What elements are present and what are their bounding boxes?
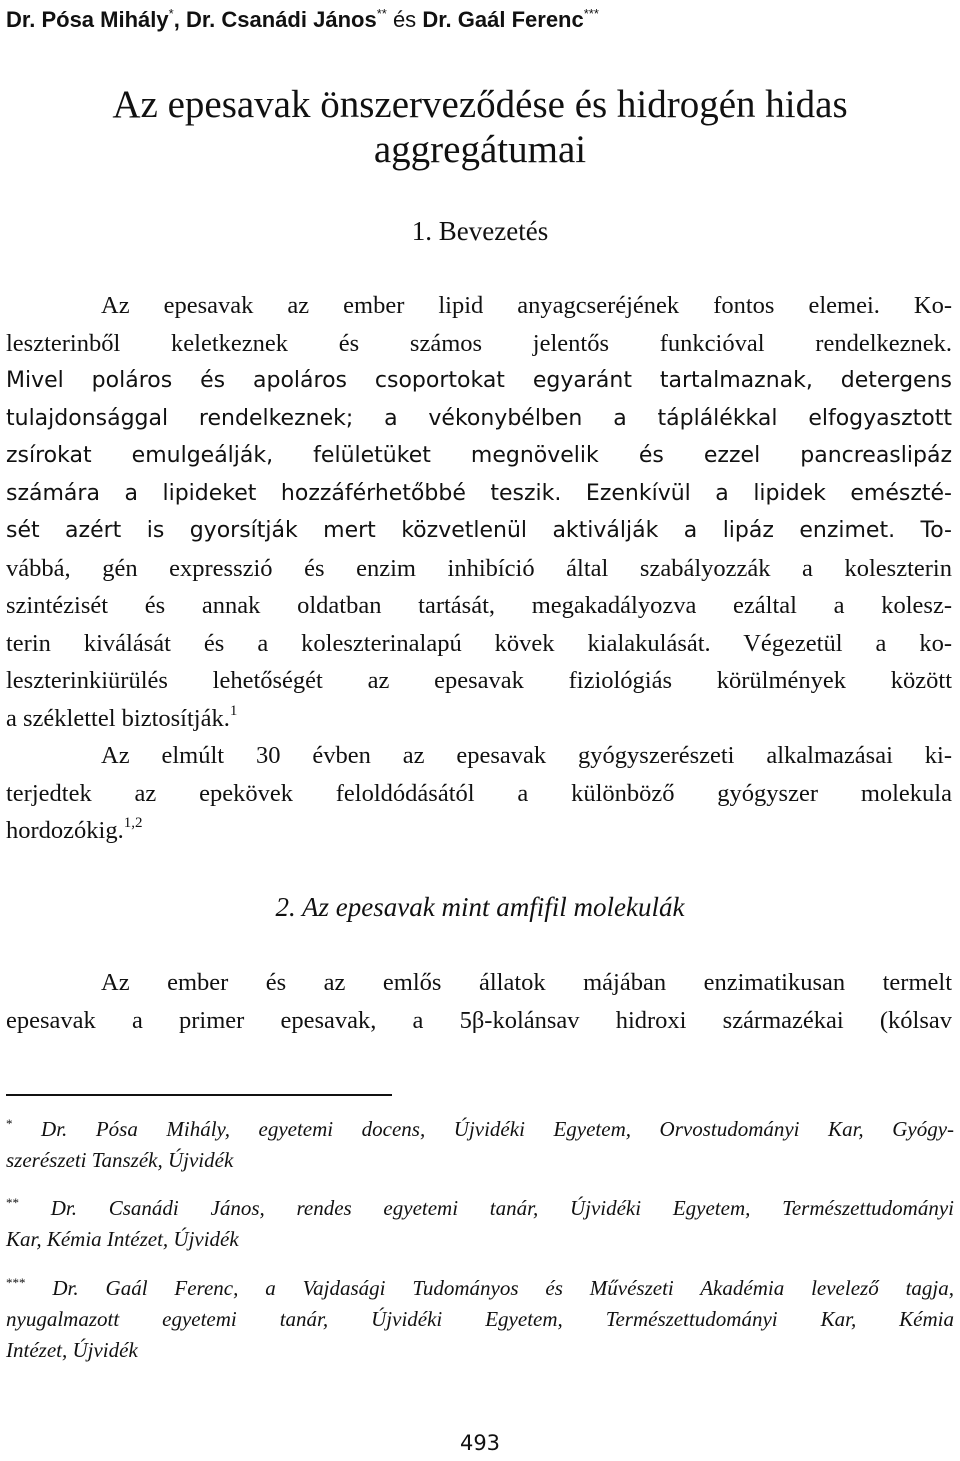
text-line: Az epesavak az ember lipid anyagcseréjének fontos elemei. Ko- xyxy=(101,292,952,319)
footnote-divider xyxy=(6,1094,392,1096)
footnote-marker: * xyxy=(6,1116,13,1131)
author-conjunction: és xyxy=(392,7,417,32)
text-line: Mivel poláros és apoláros csoportokat egyaránt tartalmaznak, detergens xyxy=(6,368,952,393)
section2-paragraph xyxy=(6,964,952,1039)
text-line: számára a lipideket hozzáférhetőbbé teszik. Ezenkívül a lipidek emészté- xyxy=(6,480,952,506)
citation-ref: 1,2 xyxy=(123,815,143,831)
footnote-marker: * xyxy=(168,6,174,21)
text-fragment: hordozókig. xyxy=(6,817,124,844)
author-name: Dr. Gaál Ferenc xyxy=(422,7,584,32)
footnote-line xyxy=(6,1273,954,1304)
footnote-marker: *** xyxy=(6,1275,26,1290)
section-heading-introduction: 1. Bevezetés xyxy=(411,216,549,246)
text-line: Az ember és az emlős állatok májában enzimatikusan termelt xyxy=(101,969,952,996)
footnote-line xyxy=(6,1193,954,1224)
text-line: szintézisét és annak oldatban tartását, megakadályozva ezáltal a kolesz- xyxy=(6,592,952,619)
footnote-line: szerészeti Tanszék, Újvidék xyxy=(6,1148,234,1172)
author-name: Dr. Csanádi János xyxy=(185,7,377,32)
text-line xyxy=(6,812,952,850)
text-line: terin kiválását és a koleszterinalapú kövek kialakulását. Végezetül a ko- xyxy=(6,629,952,657)
text-fragment: Dr. Pósa Mihály, egyetemi docens, Újvidéki Egyetem, Orvostudományi Kar, Gyógy- xyxy=(41,1117,955,1141)
title-line: Az epesavak önszerveződése és hidrogén hidas xyxy=(112,83,848,126)
footnote xyxy=(6,1193,954,1255)
text-fragment: Dr. Csanádi János, rendes egyetemi tanár, Újvidéki Egyetem, Természettudományi xyxy=(50,1196,954,1220)
footnote-line: nyugalmazott egyetemi tanár, Újvidéki Egyetem, Természettudományi Kar, Kémia xyxy=(6,1307,954,1331)
intro-paragraph xyxy=(6,287,952,737)
footnote xyxy=(6,1273,954,1366)
intro-paragraph-2 xyxy=(6,737,952,850)
page-number: 493 xyxy=(459,1431,501,1455)
footnote-marker: *** xyxy=(583,6,599,21)
text-line: vábbá, gén expresszió és enzim inhibíció által szabályozzák a koleszterin xyxy=(6,554,952,582)
footnote-line xyxy=(6,1114,954,1145)
text-line: sét azért is gyorsítják mert közvetlenül aktiválják a lipáz enzimet. To- xyxy=(6,518,952,543)
author-separator: , xyxy=(173,7,180,32)
author-line xyxy=(6,6,956,34)
text-line: zsírokat emulgeálják, felületüket megnövelik és ezzel pancreaslipáz xyxy=(6,443,952,468)
author-name: Dr. Pósa Mihály xyxy=(6,7,169,32)
text-line: leszterinkiürülés lehetőségét az epesavak fiziológiás körülmények között xyxy=(6,667,952,694)
footnote-marker: ** xyxy=(6,1195,19,1210)
text-fragment: Dr. Gaál Ferenc, a Vajdasági Tudományos és Művészeti Akadémia levelező tagja, xyxy=(52,1276,955,1300)
article-title xyxy=(0,82,960,172)
text-line: Az elmúlt 30 évben az epesavak gyógyszerészeti alkalmazásai ki- xyxy=(101,742,952,769)
text-line: tulajdonsággal rendelkeznek; a vékonybélben a táplálékkal elfogyasztott xyxy=(6,405,952,431)
text-line: terjedtek az epekövek feloldódásától a különböző gyógyszer molekula xyxy=(6,779,952,807)
footnote-line: Intézet, Újvidék xyxy=(6,1338,138,1362)
title-line: aggregátumai xyxy=(373,128,587,171)
text-fragment: a széklettel biztosítják. xyxy=(6,704,230,732)
text-line: leszterinből keletkeznek és számos jelentős funkcióval rendelkeznek. xyxy=(6,329,952,357)
footnote-line: Kar, Kémia Intézet, Újvidék xyxy=(6,1227,239,1251)
text-line: epesavak a primer epesavak, a 5β-kolánsav hidroxi származékai (kólsav xyxy=(6,1006,952,1034)
citation-ref: 1 xyxy=(229,702,238,719)
text-line xyxy=(6,700,952,738)
section-heading-amphiphilic: 2. Az epesavak mint amfifil molekulák xyxy=(275,892,685,922)
footnote-marker: ** xyxy=(376,6,387,21)
footnote xyxy=(6,1114,954,1176)
